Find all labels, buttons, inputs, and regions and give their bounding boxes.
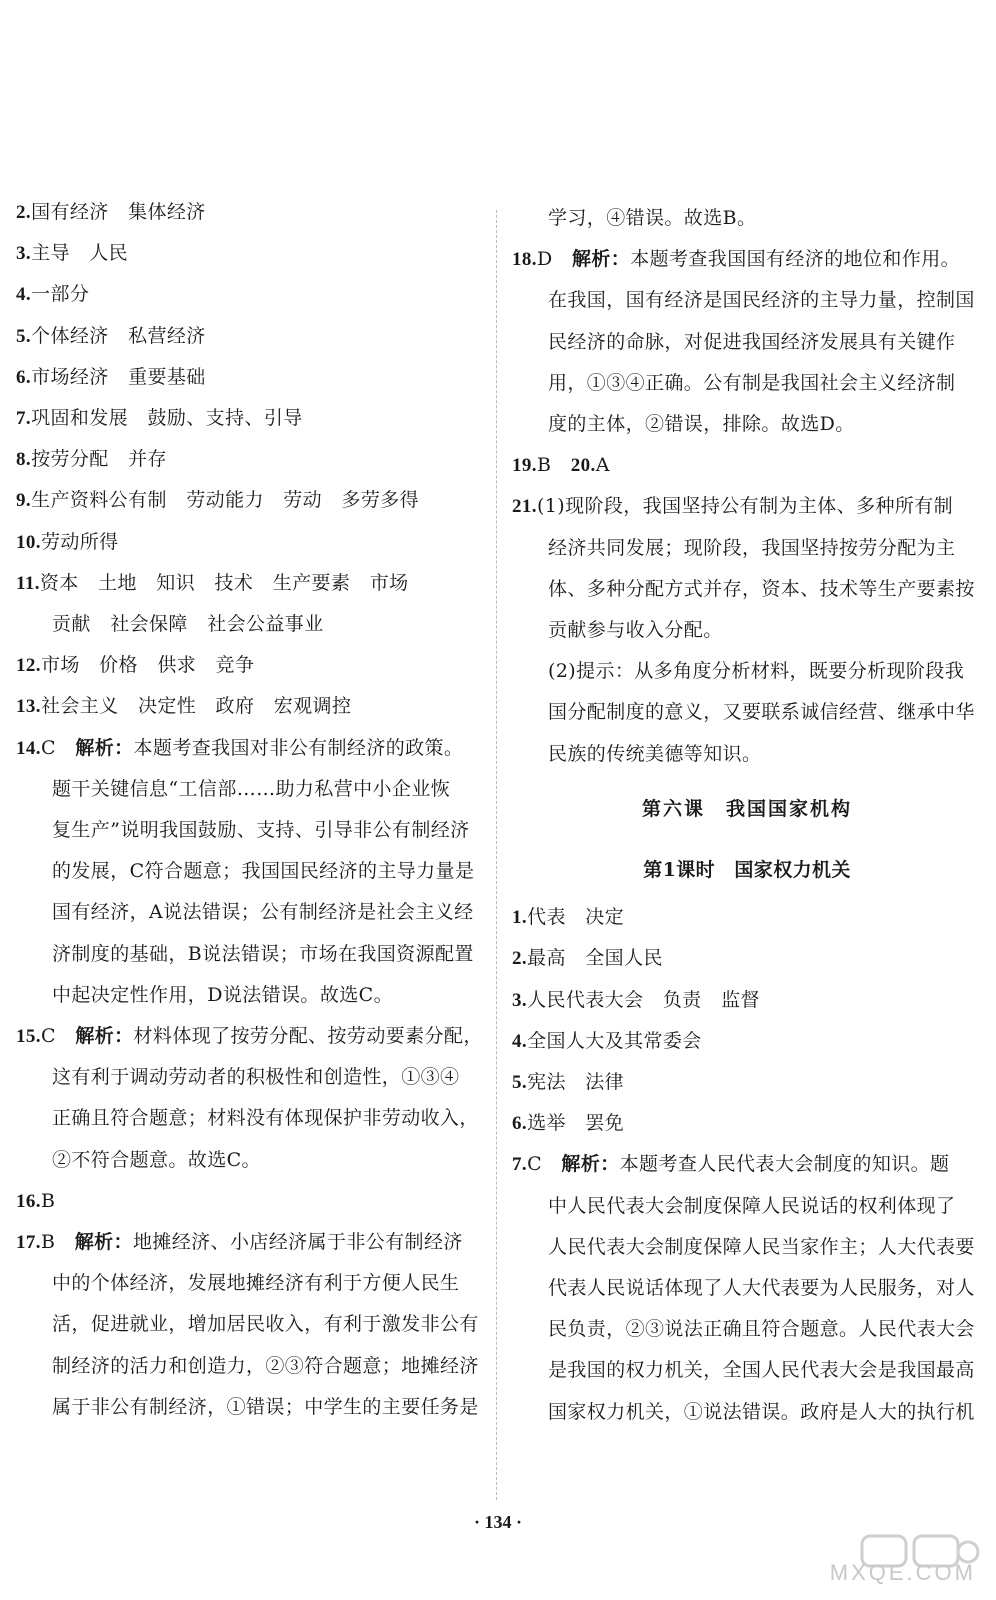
- item-text: 资本 土地 知识 技术 生产要素 市场: [39, 571, 409, 594]
- answer-item: [16, 728, 486, 769]
- item-text: 社会主义 决定性 政府 宏观调控: [40, 695, 352, 718]
- item-number: 11.: [16, 572, 40, 594]
- continuation-line: 中的个体经济，发展地摊经济有利于方便人民生: [52, 1272, 460, 1295]
- analysis-label: 解析：: [75, 1025, 134, 1048]
- continuation-line: 活，促进就业，增加居民收入，有利于激发非公有: [52, 1313, 479, 1336]
- list-item: [512, 1021, 982, 1062]
- answer-pair: [512, 445, 982, 486]
- item-number: 1.: [512, 907, 528, 929]
- analysis-label: 解析：: [561, 1153, 620, 1176]
- item-number: 6.: [16, 366, 32, 388]
- page-number: · 134 ·: [473, 1512, 522, 1532]
- analysis-text: (1)现阶段，我国坚持公有制为主体、多种所有制: [536, 495, 954, 518]
- item-number: 15.: [16, 1026, 41, 1048]
- list-item: [16, 522, 486, 563]
- item-text: 个体经济 私营经济: [31, 324, 206, 347]
- item-text: 按劳分配 并存: [31, 448, 167, 471]
- continuation-line: 经济共同发展；现阶段，我国坚持按劳分配为主: [548, 536, 956, 559]
- item-text: 最高 全国人民: [527, 947, 663, 970]
- lesson-title: 第六课 我国国家机构: [641, 797, 852, 820]
- answer-choice: B: [536, 454, 552, 477]
- list-item: [512, 1103, 982, 1144]
- answer-choice: C: [40, 736, 56, 759]
- continuation-line: 在我国，国有经济是国民经济的主导力量，控制国: [548, 289, 975, 312]
- item-number: 16.: [16, 1190, 41, 1212]
- item-number: 2.: [512, 948, 528, 970]
- item-text: 一部分: [31, 283, 90, 306]
- item-number: 2.: [16, 202, 32, 223]
- item-number: 4.: [512, 1030, 528, 1052]
- item-text: 巩固和发展 鼓励、支持、引导: [31, 407, 303, 430]
- continuation-line: 中起决定性作用，D说法错误。故选C。: [52, 983, 393, 1006]
- answer-item: [16, 1222, 486, 1263]
- continuation-line: 题干关键信息“工信部……助力私营中小企业恢: [52, 777, 451, 800]
- item-number: 6.: [512, 1113, 528, 1135]
- continuation-line: 民负责，②③说法正确且符合题意。人民代表大会: [548, 1318, 975, 1341]
- analysis-text: 本题考查人民代表大会制度的知识。题: [619, 1153, 950, 1176]
- right-column: [512, 198, 982, 1433]
- item-number: 4.: [16, 284, 32, 306]
- list-item: [16, 563, 486, 604]
- item-number: 18.: [512, 249, 537, 271]
- analysis-text: 材料体现了按劳分配、按劳动要素分配，: [133, 1025, 483, 1048]
- continuation-line: 民经济的命脉，对促进我国经济发展具有关键作: [548, 330, 956, 353]
- list-item: [16, 645, 486, 686]
- continuation-line: 中人民代表大会制度保障人民说话的权利体现了: [548, 1194, 956, 1217]
- analysis-text: 本题考查我国对非公有制经济的政策。: [133, 736, 464, 759]
- continuation-line: 贡献参与收入分配。: [548, 619, 723, 642]
- list-item: [512, 897, 982, 938]
- watermark-text: MXQE.COM: [829, 1560, 976, 1585]
- item-number: 13.: [16, 696, 41, 718]
- continuation-line: 正确且符合题意；材料没有体现保护非劳动收入，: [52, 1107, 479, 1130]
- list-item: [16, 192, 486, 233]
- list-item: [16, 398, 486, 439]
- answer-item: [16, 1016, 486, 1057]
- answer-choice: C: [527, 1153, 543, 1176]
- item-text: 主导 人民: [31, 242, 129, 265]
- item-number: 10.: [16, 531, 41, 553]
- list-item: [16, 316, 486, 357]
- item-text: 代表 决定: [527, 906, 625, 929]
- list-item: [512, 938, 982, 979]
- continuation-line: 济制度的基础，B说法错误；市场在我国资源配置: [52, 942, 474, 965]
- list-item: [16, 274, 486, 315]
- continuation-line: 这有利于调动劳动者的积极性和创造性，①③④: [52, 1066, 460, 1089]
- item-number: 8.: [16, 449, 32, 471]
- answer-item: [16, 1181, 486, 1222]
- list-item: [16, 480, 486, 521]
- answer-choice: B: [40, 1189, 56, 1212]
- item-number: 5.: [512, 1072, 528, 1094]
- item-number: 14.: [16, 737, 41, 759]
- list-item: [16, 439, 486, 480]
- analysis-label: 解析：: [74, 1231, 133, 1254]
- list-item: [16, 357, 486, 398]
- continuation-line: 国家权力机关，①说法错误。政府是人大的执行机: [548, 1400, 975, 1423]
- continuation-line: 的发展，C符合题意；我国国民经济的主导力量是: [52, 860, 475, 883]
- item-number: 19.: [512, 455, 537, 477]
- continuation-line: 属于非公有制经济，①错误；中学生的主要任务是: [52, 1395, 479, 1418]
- item-number: 3.: [512, 989, 528, 1011]
- continuation-line: 国有经济，A说法错误；公有制经济是社会主义经: [52, 901, 474, 924]
- continuation-line: 度的主体，②错误，排除。故选D。: [548, 413, 855, 436]
- item-number: 17.: [16, 1232, 41, 1254]
- continuation-line: 体、多种分配方式并存，资本、技术等生产要素按: [548, 577, 975, 600]
- analysis-text: 地摊经济、小店经济属于非公有制经济: [132, 1231, 463, 1254]
- continuation-line: 民族的传统美德等知识。: [548, 742, 762, 765]
- answer-choice: A: [595, 454, 610, 477]
- section-title: 第1课时 国家权力机关: [643, 859, 851, 882]
- item-number: 7.: [512, 1154, 528, 1176]
- continuation-line: (2)提示：从多角度分析材料，既要分析现阶段我: [548, 660, 965, 683]
- item-number: 9.: [16, 490, 32, 512]
- continuation-line: 代表人民说话体现了人大代表要为人民服务，对人: [548, 1277, 975, 1300]
- answer-choice: B: [40, 1231, 56, 1254]
- continuation-line: 是我国的权力机关，全国人民代表大会是我国最高: [548, 1359, 975, 1382]
- item-text: 全国人大及其常委会: [527, 1029, 702, 1052]
- continuation-line: 复生产”说明我国鼓励、支持、引导非公有制经济: [52, 819, 470, 842]
- item-text: 市场经济 重要基础: [31, 365, 206, 388]
- answer-item: [512, 486, 982, 527]
- continuation-line: 制经济的活力和创造力，②③符合题意；地摊经济: [52, 1354, 479, 1377]
- item-text: 国有经济 集体经济: [31, 201, 206, 223]
- analysis-label: 解析：: [75, 736, 134, 759]
- item-text: 人民代表大会 负责 监督: [527, 988, 760, 1011]
- answer-item: [512, 239, 982, 280]
- continuation-line: 用，①③④正确。公有制是我国社会主义经济制: [548, 371, 956, 394]
- answer-item: [512, 1144, 982, 1185]
- continuation-line: 人民代表大会制度保障人民当家作主；人大代表要: [548, 1235, 975, 1258]
- list-item: [512, 1062, 982, 1103]
- item-number: 21.: [512, 496, 537, 518]
- list-item: [512, 980, 982, 1021]
- item-text: 宪法 法律: [527, 1071, 625, 1094]
- item-number: 3.: [16, 243, 32, 265]
- list-item: [16, 233, 486, 274]
- answer-choice: D: [536, 248, 553, 271]
- item-text: 市场 价格 供求 竞争: [40, 654, 255, 677]
- item-text: 选举 罢免: [527, 1112, 625, 1135]
- item-number: 7.: [16, 408, 32, 430]
- answer-choice: C: [40, 1025, 56, 1048]
- item-number: 12.: [16, 655, 41, 677]
- item-number: 20.: [570, 455, 596, 477]
- continuation-line: 国分配制度的意义，又要联系诚信经营、继承中华: [548, 701, 975, 724]
- column-divider: [496, 210, 497, 1500]
- analysis-label: 解析：: [572, 248, 631, 271]
- item-text: 劳动所得: [40, 530, 119, 553]
- list-item: [16, 686, 486, 727]
- left-column: [16, 192, 486, 1428]
- item-text: 生产资料公有制 劳动能力 劳动 多劳多得: [31, 489, 420, 512]
- continuation-line: ②不符合题意。故选C。: [52, 1148, 261, 1171]
- continuation-line: 贡献 社会保障 社会公益事业: [52, 613, 324, 636]
- continuation-line: 学习，④错误。故选B。: [548, 207, 757, 229]
- analysis-text: 本题考查我国国有经济的地位和作用。: [630, 248, 961, 271]
- item-number: 5.: [16, 325, 32, 347]
